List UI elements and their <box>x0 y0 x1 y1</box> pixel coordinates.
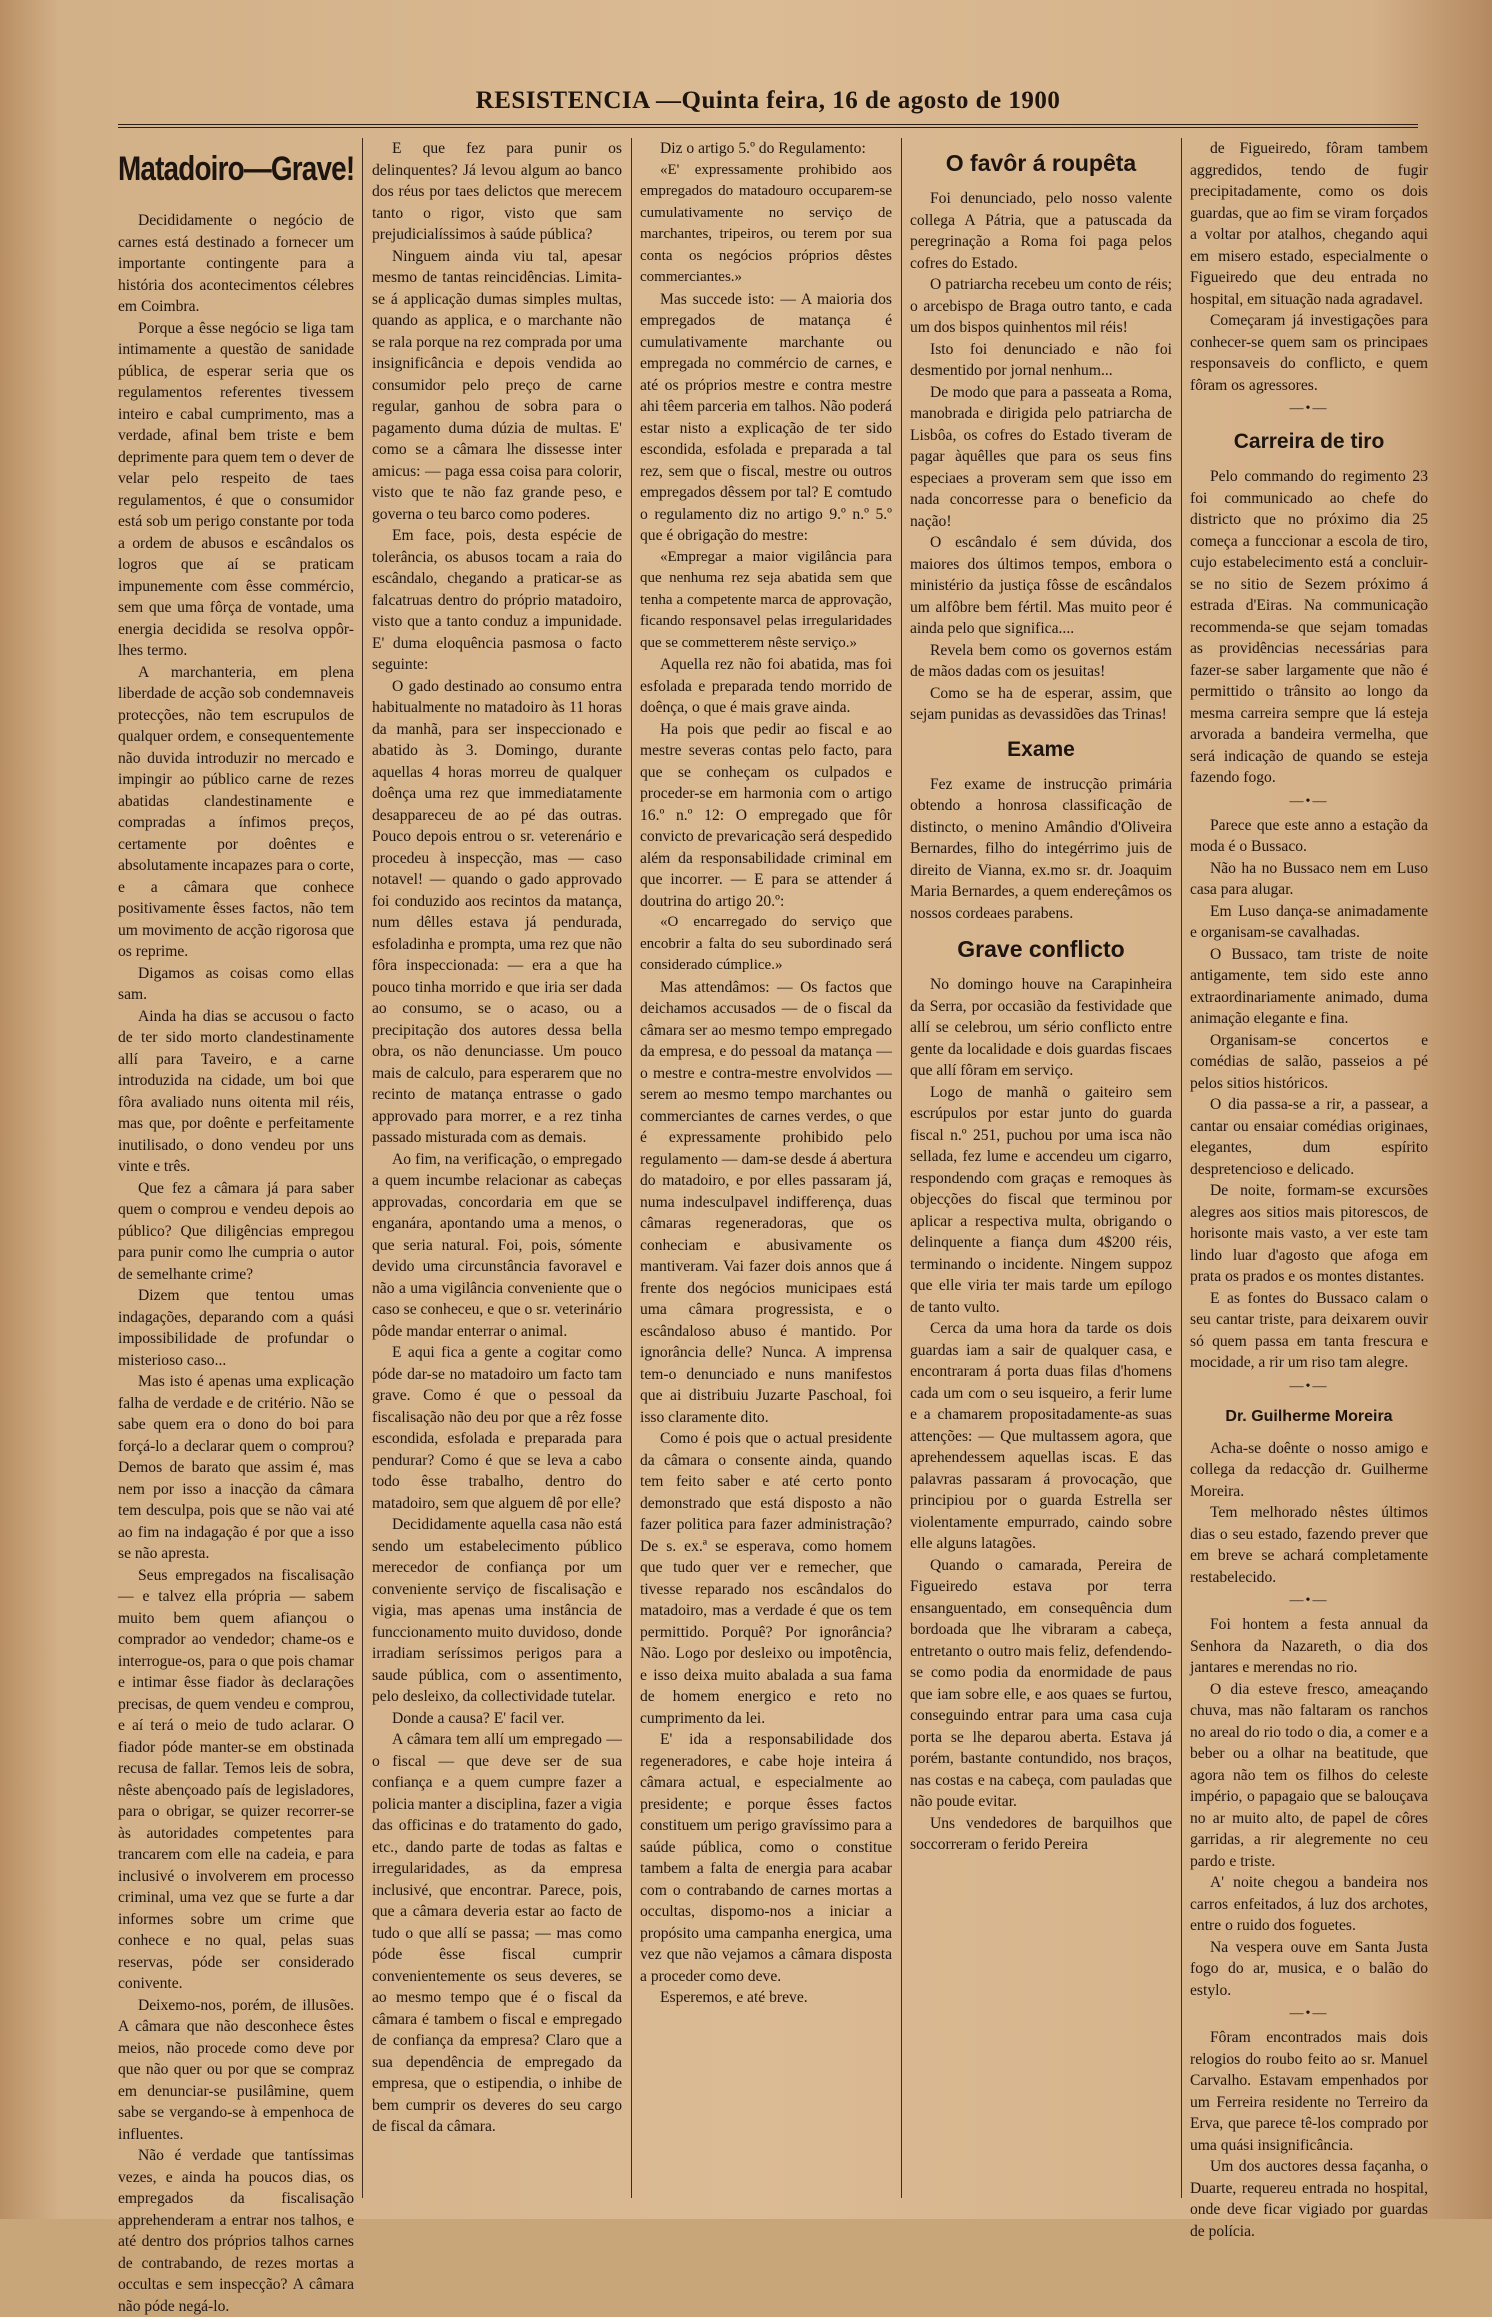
paragraph: Esperemos, e até breve. <box>660 1989 808 2006</box>
paragraph: Porque a êsse negócio se liga tam intimamente a questão de sanidade pública, de esperar seria que os regulamentos referentes tivessem inteiro e cabal cumprimento, mas a verdade, afinal bem triste e bem deprimente para quem tem o dever de velar pelo respeito de taes regulamentos, é que o consumidor está sob um perigo constante por toda a ordem de abusos e escândalos os logros que aí se praticam impunemente com êsse commércio, sem que uma fôrça de vontade, uma energia decidida se resolva oppôr-lhes termo. <box>118 319 354 659</box>
paragraph: E as fontes do Bussaco calam o seu cantar triste, para deixarem ouvir só quem passa em tanta frescura e mocidade, a rir um riso tam alegre. <box>1190 1289 1428 1371</box>
paragraph: Em face, pois, desta espécie de tolerância, os abusos tocam a raia do escândalo, chegando a praticar-se as falcatruas dentro do próprio matadoiro, visto que a tanto conduz a impunidade. E' duma eloquência pasmosa o facto seguinte: <box>372 527 622 673</box>
paragraph: A câmara tem allí um empregado — o fiscal — que deve ser de sua confiança e a quem cumpre fazer a policia manter a disciplina, fazer a vigia das officinas e do tratamento do gado, etc., dando parte de todas as faltas e irregularidades, as da empresa inclusivé, que encontrar. Parece, pois, que a câmara deveria estar ao facto de tudo o que allí se passa; — mas como póde êsse fiscal cumprir convenientemente os seus deveres, se ao mesmo tempo que é o fiscal da câmara é tambem o fiscal e empregado de confiança da empresa? Claro que a sua dependência de empregado da empresa, que o estipendia, o inhibe de bem cumprir os deveres do seu cargo de fiscal da câmara. <box>372 1731 622 2135</box>
column-4 <box>910 138 1172 2198</box>
paragraph: Foi denunciado, pelo nosso valente collega A Pátria, que a patuscada da peregrinação a Roma foi paga pelos cofres do Estado. <box>910 190 1172 272</box>
paragraph: Seus empregados na fiscalisação — e talvez ella própria — sabem muito bem quem afiançou o comprador ao vendedor; chame-os e interrogue-os, para o que pois chamar e intimar êsse fiador às declarações precisas, de quem vendeu e comprou, e aí terá o meio de tudo aclarar. O fiador póde manter-se em obstinada recusa de fallar. Temos leis de sobra, nêste abençoado país de legisladores, para o obrigar, se quizer recorrer-se às autoridades competentes para trancarem com elle na cadeia, e para inclusivé o involverem em processo criminal, uma vez que se furte a dar informes sobre um crime que conhece e no qual, pelas suas reservas, póde ser considerado conivente. <box>118 1566 354 1992</box>
paragraph: Cerca da uma hora da tarde os dois guardas iam a sair de qualquer casa, e encontraram á porta duas filas d'homens cada um com o seu isqueiro, a ferir lume e a chamarem propositadamente-as suas attenções: — Que multassem agora, que aprehendessem aquellas iscas. E das palavras passaram á provocação, que principiou por o guarda Estrella ser violentamente empurrado, caindo sobre elle alguns latagões. <box>910 1320 1172 1552</box>
paragraph: Não ha no Bussaco nem em Luso casa para alugar. <box>1190 859 1428 898</box>
column-5 <box>1190 138 1428 2240</box>
column-rule <box>901 138 902 2198</box>
section-divider: —•— <box>1289 1378 1329 1394</box>
section-divider: —•— <box>1289 793 1329 809</box>
paragraph: Mas attendâmos: — Os factos que deichamos accusados — de o fiscal da câmara ser ao mesmo tempo empregado da empresa, e do pessoal da matança — o mestre e contra-mestre envolvidos — serem ao mesmo tempo marchantes ou commerciantes de carnes verdes, o que é expressamente prohibido pelo regulamento — dam-se desde á abertura do matadoiro, e por elles passaram já, numa indesculpavel indifferença, duas câmaras regeneradoras, que os conheciam e abusivamente os mantiveram. Vai fazer dois annos que á frente dos negócios municipaes está uma câmara progressista, e o escândaloso abuso é mantido. Por ignorância delle? Nunca. A imprensa tem-o denunciado e nuns manifestos que ai distribuiu Juzarte Paschoal, foi isso claramente dito. <box>640 978 892 1426</box>
regulation-quote: «E' expressamente prohibido aos empregados do matadouro occuparem-se cumulativamente no serviço de marchantes, tripeiros, ou terem por sua conta os negócios próprios dêstes commerciantes.» <box>640 161 892 285</box>
paragraph: Acha-se doênte o nosso amigo e collega da redacção dr. Guilherme Moreira. <box>1190 1439 1428 1500</box>
paragraph: Decididamente o negócio de carnes está destinado a fornecer um importante contingente para a história dos acontecimentos célebres em Coimbra. <box>118 212 354 315</box>
paragraph: Começaram já investigações para conhecer-se quem sam os principaes responsaveis do conflicto, e quem fôram os agressores. <box>1190 312 1428 394</box>
paragraph: Digamos as coisas como ellas sam. <box>118 964 354 1003</box>
paragraph: Como se ha de esperar, assim, que sejam punidas as devassidões das Trinas! <box>910 684 1172 723</box>
paragraph: O dia passa-se a rir, a passear, a cantar ou ensaiar comédias originaes, elegantes, dum espírito despretencioso e delicado. <box>1190 1096 1428 1178</box>
paragraph: Parece que este anno a estação da moda é o Bussaco. <box>1190 816 1428 855</box>
paragraph: Tem melhorado nêstes últimos dias o seu estado, fazendo prever que em breve se achará completamente restabelecido. <box>1190 1504 1428 1586</box>
paragraph: E que fez para punir os delinquentes? Já levou algum ao banco dos réus por taes delictos que merecem tanto o rigor, visto que sam prejudicialíssimos à saúde pública? <box>372 140 622 243</box>
paragraph: O escândalo é sem dúvida, dos maiores dos últimos tempos, embora o ministério da justiça fôsse de escândalos um alfôbre bem fértil. Mas muito peor é ainda pelo que significa.... <box>910 534 1172 637</box>
paragraph: Não é verdade que tantíssimas vezes, e ainda ha poucos dias, os empregados da fiscalisação apprehenderam a entrar nos talhos, e até dentro dos próprios talhos carnes de contrabando, de rezes mortas a occultas e sem inspecção? A câmara não póde negá-lo. <box>118 2147 354 2315</box>
column-2 <box>372 138 622 2198</box>
paragraph: A' noite chegou a bandeira nos carros enfeitados, á luz dos archotes, entre o ruido dos foguetes. <box>1190 1874 1428 1934</box>
paragraph: Quando o camarada, Pereira de Figueiredo estava por terra ensanguentado, em consequência dum bordoada que lhe vibraram a cabeça, entretanto o outro mais feliz, defendendo-se como podia da enormidade de paus que iam sobre elle, e aos quaes se furtou, conseguindo entrar para uma casa cuja porta se lhe deparou aberta. Estava já porém, bastante contundido, nos braços, nas costas e na cabeça, com pauladas que não poude evitar. <box>910 1556 1172 1810</box>
section-divider: —•— <box>1289 1593 1329 1608</box>
paragraph: E aqui fica a gente a cogitar como póde dar-se no matadoiro um facto tam grave. Como é que o pessoal da fiscalisação não deu por que a rêz fosse escondida, esfolada e preparada para pendurar? Como é que se leva a cabo todo êsse trabalho, dentro do matadoiro, sem que alguem dê por elle? <box>372 1344 622 1512</box>
paragraph: Ninguem ainda viu tal, apesar mesmo de tantas reincidências. Limita-se á applicação dumas simples multas, quando as applica, e o marchante não se rala porque na rez comprada por uma insignificância e depois vendida ao consumidor pelo preço de carne regular, ganhou de sobra para o pagamento duma dúzia de multas. E' como se a câmara lhe dissesse inter amicus: — paga essa coisa para colorir, visto que te não faz grande peso, e governa o teu barco como poderes. <box>372 247 622 523</box>
paragraph: Logo de manhã o gaiteiro sem escrúpulos por estar junto do guarda fiscal n.º 251, puchou por uma isca não sellada, fez lume e accendeu um cigarro, respondendo com graças e remoques às objecções do fiscal que terminou por aplicar a respectiva multa, obrigando o delinquente a fiança dum 4$200 réis, terminando o incidente. Ningem suppoz que elle viria ter mais tarde um epílogo de tanto vulto. <box>910 1083 1172 1316</box>
article-title-matadoiro: Matadoiro—Grave! <box>118 150 355 188</box>
paragraph: Um dos auctores dessa façanha, o Duarte, requereu entrada no hospital, onde deve ficar vigiado por guardas de polícia. <box>1190 2158 1428 2240</box>
headline-grave-conflicto: Grave conflicto <box>957 936 1125 962</box>
paragraph: O patriarcha recebeu um conto de réis; o arcebispo de Braga outro tanto, e cada um dos bispos quinhentos mil réis! <box>910 276 1172 336</box>
paragraph: Que fez a câmara já para saber quem o comprou e vendeu depois ao público? Que diligências empregou para punir como lhe cumpria o autor de semelhante crime? <box>118 1179 354 1283</box>
paragraph: Decididamente aquella casa não está sendo um estabelecimento público merecedor de confiança por um conveniente serviço de fiscalisação e vigia, mas apenas uma instância de funccionamento muito duvidoso, donde irradiam seríssimos perigos para a saude pública, com o assentimento, pelo desleixo, da collectividade tutelar. <box>372 1516 622 1705</box>
headline-exame: Exame <box>1007 737 1075 761</box>
paragraph: Organisam-se concertos e comédias de salão, passeios a pé pelos sitios históricos. <box>1190 1031 1428 1092</box>
paragraph: O gado destinado ao consumo entra habitualmente no matadoiro às 11 horas da manhã, para ser inspeccionado e abatido às 3. Domingo, durante aquellas 4 horas morreu de qualquer doênça uma rez que immediatamente desappareceu de ao pé das outras. Pouco depois entrou o sr. veterenário e procedeu à inspecção, mas — caso notavel! — quando o gado approvado foi conduzido aos recintos da matança, num dêlles estava já pendurada, esfoladinha e prompta, uma rez que não fôra inspeccionada: — era a que ha pouco tinha morrido e que iria ser dada ao consumo, se o acaso, ou a precipitação dos autores dessa bella obra, os não denunciasse. Um pouco mais de calculo, para esperarem que no recinto de matança entrasse o gado approvado para morrer, e a rez tinha passado misturada com as demais. <box>372 677 622 1146</box>
paragraph: O Bussaco, tam triste de noite antigamente, tem sido este anno extraordinariamente animado, duma animação elegante e fina. <box>1190 945 1428 1027</box>
paragraph: Fôram encontrados mais dois relogios do roubo feito ao sr. Manuel Carvalho. Estavam empenhados por um Ferreira residente no Terreiro da Erva, que parece tê-los comprado por uma quási insignificância. <box>1190 2029 1428 2154</box>
paragraph: O dia esteve fresco, ameaçando chuva, mas não faltaram os ranchos no areal do rio todo o dia, a comer e a beber ou a olhar na beatitude, que agora não tem os filhos do celeste império, o papagaio que se balouçava no ar muito alto, de papel de côres garridas, a rir alegremente no ceu pardo e triste. <box>1190 1680 1428 1870</box>
column-3 <box>640 138 892 2198</box>
headline-favor-roupeta: O favôr á roupêta <box>945 150 1137 176</box>
paragraph: Foi hontem a festa annual da Senhora da Nazareth, o dia dos jantares e merendas no rio. <box>1190 1616 1428 1676</box>
paragraph: E' ida a responsabilidade dos regeneradores, e cabe hoje inteira á câmara actual, e especialmente ao presidente; e porque êsses factos constituem um perigo gravíssimo para a saúde pública, como o constitue tambem a falta de energia para acabar com o contrabando de carnes mortas a occultas, dispomo-nos a iniciar a propósito uma campanha energica, uma vez que não vejamos a câmara disposta a proceder como deve. <box>640 1731 892 1985</box>
masthead-text: RESISTENCIA —Quinta feira, 16 de agosto de 1900 <box>475 87 1061 114</box>
regulation-quote: «Empregar a maior vigilância para que nenhuma rez seja abatida sem que tenha a competente marca de approvação, ficando responsavel pelas irregularidades que se commetterem nêste serviço.» <box>640 548 892 651</box>
paragraph: Mas succede isto: — A maioria dos empregados de matança é cumulativamente marchante ou empregada no commércio de carnes, e até os próprios mestre e contra mestre ahi têem parceria em talhos. Não poderá estar nisto a explicação de ter sido escondida, esfolada e preparada a tal rez, sem que o fiscal, mestre ou outros empregados dêssem por tal? E comtudo o regulamento diz no artigo 9.º n.º 5.º que é obrigação do mestre: <box>640 290 892 544</box>
column-rule <box>631 138 632 2198</box>
headline-guilherme-moreira: Dr. Guilherme Moreira <box>1225 1407 1393 1425</box>
section-divider: —•— <box>1289 401 1329 416</box>
paragraph: Isto foi denunciado e não foi desmentido por jornal nenhum... <box>910 340 1172 379</box>
paragraph: Diz o artigo 5.º do Regulamento: <box>660 140 866 157</box>
paragraph: Aquella rez não foi abatida, mas foi esfolada e preparada tendo morrido de doênça, o que é mais grave ainda. <box>640 656 892 716</box>
paragraph: A marchanteria, em plena liberdade de acção sob condemnaveis protecções, não tem escrupulos de qualquer ordem, e consequentemente não duvida introduzir no mercado e impingir ao público carne de rezes abatidas clandestinamente e compradas a ínfimos preços, certamente por doêntes e absolutamente incapazes para o corte, e a câmara que conhece positivamente êsses factos, não tem um movimento de acção rigorosa que os reprime. <box>118 663 354 960</box>
paragraph: Uns vendedores de barquilhos que soccorreram o ferido Pereira <box>910 1814 1172 1853</box>
column-1 <box>118 138 355 2315</box>
paragraph: Na vespera ouve em Santa Justa fogo do ar, musica, e o balão do estylo. <box>1190 1938 1428 1999</box>
paragraph: De noite, formam-se excursões alegres aos sitios mais pitorescos, de horisonte mais vasto, a ver este tam lindo luar d'agosto que afoga em prata os prados e os montes distantes. <box>1190 1182 1428 1285</box>
paragraph: Fez exame de instrucção primária obtendo a honrosa classificação de distincto, o menino Amândio d'Oliveira Bernardes, filho do integérrimo juis de direito de Vianna, ex.mo sr. dr. Joaquim Maria Bernardes, a quem endereçâmos os nossos cordeaes parabens. <box>910 775 1172 922</box>
paragraph: Ainda ha dias se accusou o facto de ter sido morto clandestinamente allí para Taveiro, e a carne introduzida na cidade, um boi que fôra avaliado nuns oitenta mil réis, mas que, por doênte e perfeitamente inutilisado, o dono vendeu por uns vinte e três. <box>118 1007 354 1175</box>
paragraph: Pelo commando do regimento 23 foi communicado ao chefe do districto que no próximo dia 25 começa a funccionar a escola de tiro, cujo estabelecimento está a concluir-se no sitio de Sezem próximo á estrada d'Eiras. Na communicação recommenda-se que sejam tomadas as providências necessárias para fazer-se saber largamente que não é permittido o trânsito ao longo da mesma carreira sempre que lá esteja arvorada a bandeira vermelha, que será indicação de quando se esteja fazendo fogo. <box>1190 468 1428 786</box>
headline-carreira-de-tiro: Carreira de tiro <box>1233 430 1385 453</box>
paragraph: Ha pois que pedir ao fiscal e ao mestre severas contas pelo facto, para que se conheçam os culpados e proceder-se em harmonia com o artigo 16.º n.º 12: O empregado que fôr convicto de prevaricação será despedido além da responsabilidade criminal em que incorrer. — E para se attender á doutrina do artigo 20.º: <box>640 720 892 910</box>
column-rule <box>362 138 363 2198</box>
paragraph: Donde a causa? E' facil ver. <box>392 1709 565 1727</box>
paragraph: Deixemo-nos, porém, de illusões. A câmara que não desconhece êstes meios, não procede como deve por que não quer ou por que se compraz em denunciar-se pusilâmine, quem sabe se vergando-se à empenhoca de influentes. <box>118 1996 354 2143</box>
paragraph: de Figueiredo, fôram tambem aggredidos, tendo de fugir precipitadamente, como os dois guardas, que ao fim se viram forçados a voltar por atalhos, chegando aqui em misero estado, especialmente o Figueiredo que deu entrada no hospital, em situação nada agradavel. <box>1190 140 1428 308</box>
paragraph: Dizem que tentou umas indagações, deparando com a quási impossibilidade de profundar o misterioso caso... <box>118 1287 354 1369</box>
paragraph: De modo que para a passeata a Roma, manobrada e dirigida pelo patriarcha de Lisbôa, os cofres do Estado tiveram de pagar àquêlles que para os seus fins especiaes a proveram sem que isso em nada concorresse para o beneficio da nação! <box>910 383 1172 530</box>
paragraph: Mas isto é apenas uma explicação falha de verdade e de critério. Não se sabe quem era o dono do boi para forçá-lo a declarar quem o comprou? Demos de barato que assim é, mas nem por isso a inacção da câmara tem desculpa, pois que se não vai até ao fim na indagação é por que a isso se não apresta. <box>118 1373 354 1562</box>
masthead <box>118 78 1418 128</box>
column-rule <box>1181 138 1182 2198</box>
paragraph: Em Luso dança-se animadamente e organisam-se cavalhadas. <box>1190 902 1428 941</box>
section-divider: —•— <box>1289 2006 1329 2021</box>
paragraph: No domingo houve na Carapinheira da Serra, por occasião da festividade que allí se celebrou, um sério conflicto entre gente da localidade e dois guardas fiscaes que allí fôram em serviço. <box>910 976 1172 1079</box>
paragraph: Como é pois que o actual presidente da câmara o consente ainda, quando tem feito saber e até certo ponto demonstrado que está disposto a não fazer politica para fazer administração? De s. ex.ª se esperava, como homem que tudo quer ver e remecher, que tivesse reparado nos escândalos do matadoiro, mas a verdade é que os tem permittido. Porquê? Por ignorância? Não. Logo por desleixo ou impotência, e isso deixa muito abalada a sua fama de homem energico e reto no cumprimento da lei. <box>640 1430 892 1727</box>
paragraph: Revela bem como os governos estám de mãos dadas com os jesuitas! <box>910 641 1172 680</box>
regulation-quote: «O encarregado do serviço que encobrir a falta do seu subordinado será considerado cúmplice.» <box>640 914 892 973</box>
paragraph: Ao fim, na verificação, o empregado a quem incumbe relacionar as cabeças approvadas, concordaria em que se enganára, apontando uma a menos, o que seria natural. Foi, pois, sómente devido uma circunstância favoravel e não a uma vigilância conveniente que o caso se conheceu, e que o sr. veterinário pôde mandar enterrar o animal. <box>372 1150 622 1340</box>
